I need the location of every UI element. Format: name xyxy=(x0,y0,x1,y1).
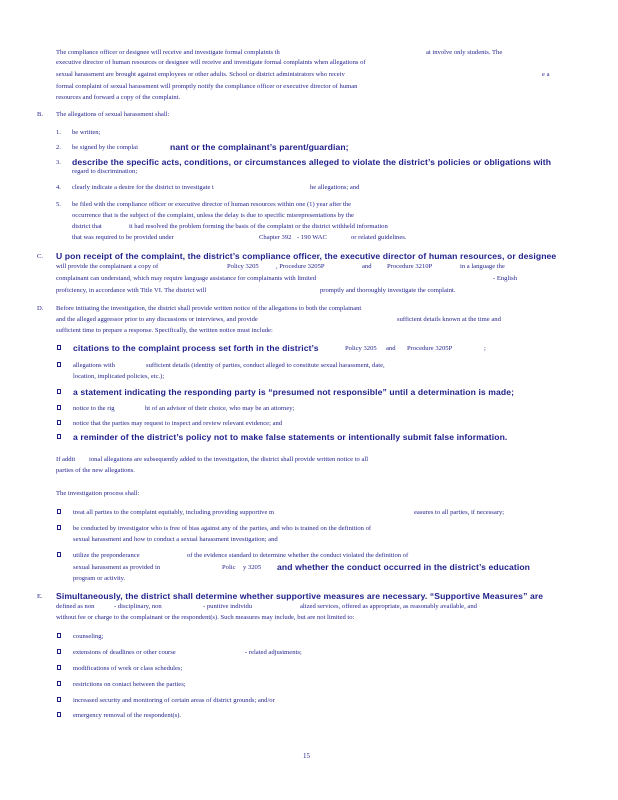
text-line: alized services, offered as appropriate, as reasonably available, and xyxy=(300,603,477,610)
bullet-text: restrictions on contact between the parties; xyxy=(73,681,186,688)
text-line: promptly and thoroughly investigate the complaint. xyxy=(320,287,456,294)
bullet-icon xyxy=(57,420,61,425)
item-text: occurrence that is the subject of the complaint, unless the delay is due to specific misrepresentations by the xyxy=(72,212,354,219)
policy-ref: Policy 3205 xyxy=(345,345,377,352)
item-number: 3. xyxy=(56,159,61,166)
policy-ref: Policy 3205 xyxy=(227,263,259,270)
bullet-text: notice to the rig xyxy=(73,405,115,412)
bullet-icon xyxy=(57,405,61,410)
text-line: If addit xyxy=(56,456,76,463)
text-line: sexual harassment are brought against employees or other adults. School or district administrators who receiv xyxy=(56,71,345,78)
text-line: - English xyxy=(493,275,517,282)
bullet-icon xyxy=(57,697,61,702)
bullet-icon xyxy=(57,389,61,394)
item-text: - 190 WAC xyxy=(297,234,327,241)
text-line: e a xyxy=(542,71,550,78)
item-text: it had resolved the problem forming the basis of the complaint or the district withheld information xyxy=(129,223,388,230)
bullet-text-large: a statement indicating the responding party is “presumed not responsible” until a determination is made; xyxy=(73,387,515,397)
bullet-text: sexual harassment as provided in xyxy=(73,564,161,571)
bullet-text: sexual harassment and how to conduct a sexual harassment investigation; and xyxy=(73,536,278,543)
bullet-icon xyxy=(57,712,61,717)
section-text-large: U pon receipt of the complaint, the district’s compliance officer, the executive director of human resources, or designee xyxy=(56,251,557,261)
item-text-large: describe the specific acts, conditions, or circumstances alleged to violate the district’s policies or obligations with xyxy=(72,157,552,167)
bullet-text: counseling; xyxy=(73,633,104,640)
text-line: at involve only students. The xyxy=(426,49,503,56)
text-line: sufficient time to prepare a response. Specifically, the written notice must include: xyxy=(56,327,273,334)
item-text: district that xyxy=(72,223,102,230)
policy-ref: , Procedure 3205P xyxy=(276,263,325,270)
item-number: 1. xyxy=(56,129,61,136)
section-letter: D. xyxy=(37,305,44,312)
bullet-text: location, implicated policies, etc.); xyxy=(73,373,165,380)
bullet-text: be conducted by investigator who is free of bias against any of the parties, and who is trained on the definition of xyxy=(73,525,372,532)
bullet-text: - related adjustments; xyxy=(245,649,302,656)
text-line: complainant can understand, which may require language assistance for complainants with limited xyxy=(56,275,317,282)
item-text: be filed with the compliance officer or executive director of human resources within one (1) year after the xyxy=(72,201,352,208)
item-text: that was required to be provided under xyxy=(72,234,174,241)
bullet-icon xyxy=(57,552,61,557)
item-text: he allegations; and xyxy=(310,184,360,191)
text-line: resources and forward a copy of the complaint. xyxy=(56,94,181,101)
item-text: be signed by the complai xyxy=(72,144,138,151)
item-text: Chapter 392 xyxy=(259,234,292,241)
page-number: 15 xyxy=(303,752,310,760)
item-text: or related guidelines. xyxy=(351,234,407,241)
policy-ref: Procedure 3205P xyxy=(407,345,453,352)
text-line: ; xyxy=(484,345,486,352)
bullet-text: modifications of work or class schedules; xyxy=(73,665,183,672)
text-line: The compliance officer or designee will receive and investigate formal complaints th xyxy=(56,49,280,56)
text-line: proficiency, in accordance with Title VI. The district will xyxy=(56,287,207,294)
section-letter: C. xyxy=(37,253,44,260)
bullet-text: program or activity. xyxy=(73,575,126,582)
bullet-text-large: citations to the complaint process set forth in the district’s xyxy=(73,343,319,353)
bullet-text: treat all parties to the complaint equitably, including providing supportive m xyxy=(73,509,275,516)
text-line: without fee or charge to the complainant or the respondent(s). Such measures may include, but are not limited to: xyxy=(56,614,355,621)
bullet-text-large: a reminder of the district’s policy not to make false statements or intentionally submit false information. xyxy=(73,432,508,442)
text-line: and the alleged aggressor prior to any discussions or interviews, and provide xyxy=(56,316,258,323)
bullet-text: notice that the parties may request to inspect and review relevant evidence; and xyxy=(73,420,283,427)
bullet-icon xyxy=(57,665,61,670)
bullet-icon xyxy=(57,649,61,654)
section-heading: The allegations of sexual harassment shall: xyxy=(56,111,170,118)
text-line: sufficient details known at the time and xyxy=(397,316,501,323)
item-number: 2. xyxy=(56,144,61,151)
bullet-icon xyxy=(57,525,61,530)
item-text-large: nant or the complainant’s parent/guardian; xyxy=(170,142,349,152)
text-line: executive director of human resources or designee will receive and investigate formal complaints when allegations of xyxy=(56,59,366,66)
bullet-text: easures to all parties, if necessary; xyxy=(414,509,505,516)
bullet-text: emergency removal of the respondent(s). xyxy=(73,712,182,719)
text-line: will provide the complainant a copy of xyxy=(56,263,159,270)
bullet-icon xyxy=(57,345,61,350)
item-number: 5. xyxy=(56,201,61,208)
policy-ref: Polic xyxy=(222,564,236,571)
bullet-icon xyxy=(57,434,61,439)
section-letter: E. xyxy=(37,593,43,600)
text-line: - punitive individu xyxy=(203,603,253,610)
item-text: regard to discrimination; xyxy=(72,168,138,175)
text-line: and xyxy=(386,345,396,352)
bullet-icon xyxy=(57,362,61,367)
process-heading: The investigation process shall: xyxy=(56,490,140,497)
text-line: formal complaint of sexual harassment will promptly notify the compliance officer or executive director of human xyxy=(56,83,358,90)
bullet-icon xyxy=(57,681,61,686)
text-line: defined as non xyxy=(56,603,95,610)
text-line: in a language the xyxy=(460,263,505,270)
bullet-text-large: and whether the conduct occurred in the district’s education xyxy=(277,562,531,572)
bullet-text: allegations with xyxy=(73,362,115,369)
bullet-icon xyxy=(57,509,61,514)
policy-ref: Procedure 3210P xyxy=(387,263,433,270)
section-text-large: Simultaneously, the district shall determine whether supportive measures are necessary. “Supportive Measures” are xyxy=(56,591,544,601)
text-line: parties of the new allegations. xyxy=(56,467,135,474)
text-line: ional allegations are subsequently added to the investigation, the district shall provide written notice to all xyxy=(89,456,369,463)
bullet-icon xyxy=(57,633,61,638)
bullet-text: sufficient details (identity of parties, conduct alleged to constitute sexual harassment, date, xyxy=(146,362,385,369)
text-line: and xyxy=(362,263,372,270)
bullet-text: extensions of deadlines or other course xyxy=(73,649,176,656)
item-text: clearly indicate a desire for the district to investigate t xyxy=(72,184,214,191)
section-letter: B. xyxy=(37,111,44,118)
text-line: - disciplinary, non xyxy=(114,603,162,610)
bullet-text: ht of an advisor of their choice, who may be an attorney; xyxy=(145,405,295,412)
bullet-text: increased security and monitoring of certain areas of district grounds; and/or xyxy=(73,697,275,704)
item-text: be written; xyxy=(72,129,101,136)
item-number: 4. xyxy=(56,184,61,191)
bullet-text: of the evidence standard to determine whether the conduct violated the definition of xyxy=(187,552,409,559)
bullet-text: utilize the preponderance xyxy=(73,552,140,559)
policy-ref: y 3205 xyxy=(243,564,262,571)
text-line: Before initiating the investigation, the district shall provide written notice of the allegations to both the complainant xyxy=(56,305,362,312)
